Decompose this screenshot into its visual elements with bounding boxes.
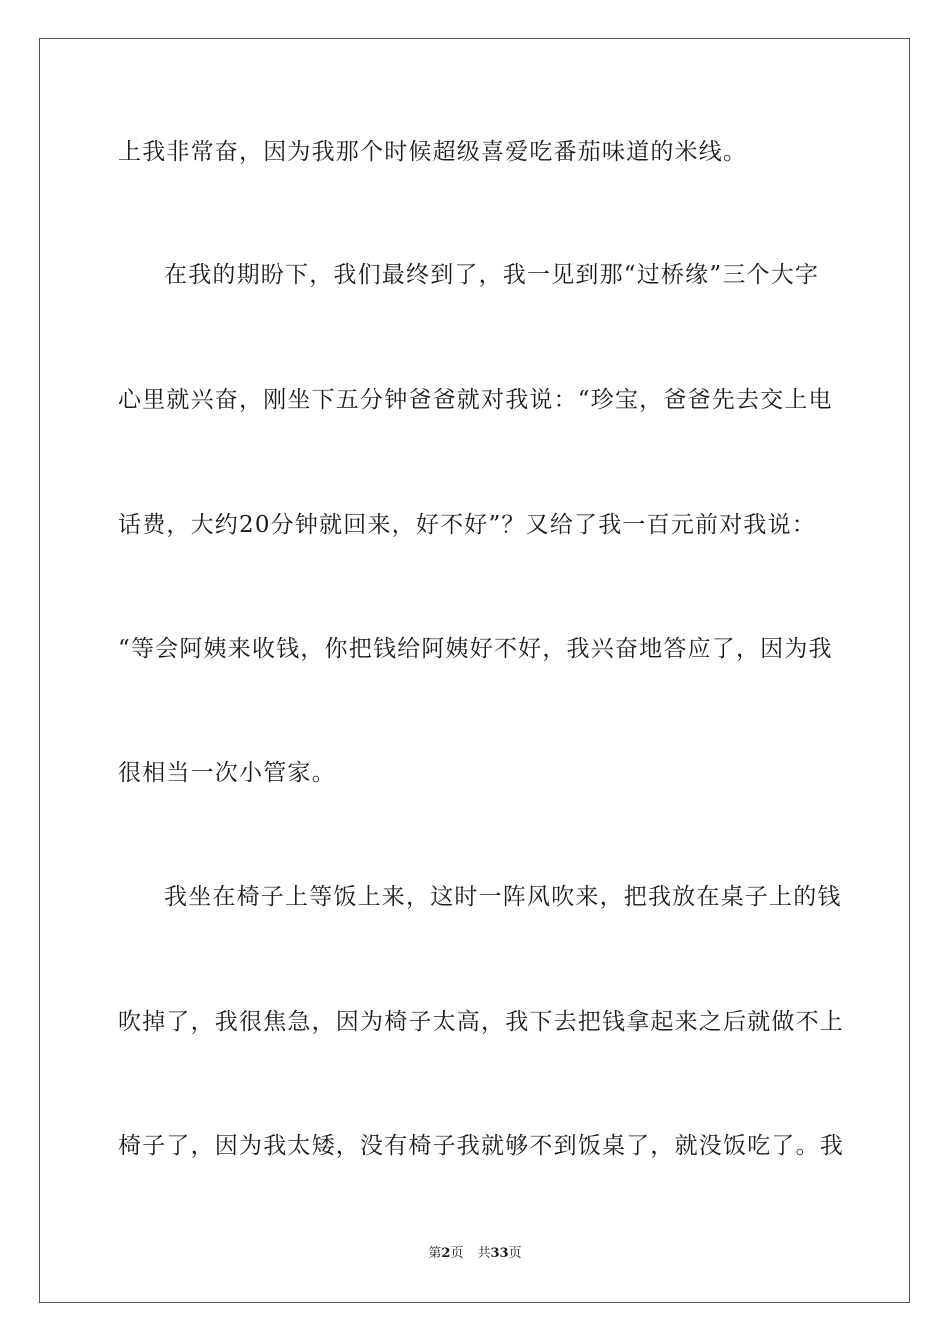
page-border: [39, 38, 910, 1303]
text-line-9: 椅子了，因为我太矮，没有椅子我就够不到饭桌了，就没饭吃了。我: [118, 1133, 844, 1159]
page-footer: [0, 1245, 950, 1263]
text-line-6: 很相当一次小管家。: [118, 760, 336, 786]
footer-total-suffix: 页: [508, 1246, 522, 1261]
text-line-8: 吹掉了，我很焦急，因为椅子太高，我下去把钱拿起来之后就做不上: [118, 1009, 844, 1035]
text-line-2: 在我的期盼下，我们最终到了，我一见到那“过桥缘”三个大字: [164, 262, 820, 288]
footer-page-prefix: 第: [428, 1246, 442, 1261]
footer-page-number: 2: [441, 1246, 451, 1261]
text-line-1: 上我非常奋，因为我那个时候超级喜爱吃番茄味道的米线。: [118, 139, 748, 165]
footer-total-pages: 33: [490, 1246, 509, 1261]
text-line-3: 心里就兴奋，刚坐下五分钟爸爸就对我说：“珍宝，爸爸先去交上电: [118, 387, 833, 413]
text-line-7: 我坐在椅子上等饭上来，这时一阵风吹来，把我放在桌子上的钱: [164, 884, 842, 910]
text-line-5: “等会阿姨来收钱，你把钱给阿姨好不好，我兴奋地答应了，因为我: [118, 636, 833, 662]
footer-page-suffix: 页: [450, 1246, 464, 1261]
footer-total-prefix: 共: [477, 1246, 491, 1261]
text-line-4: 话费，大约20分钟就回来，好不好”？又给了我一百元前对我说：: [118, 512, 817, 538]
